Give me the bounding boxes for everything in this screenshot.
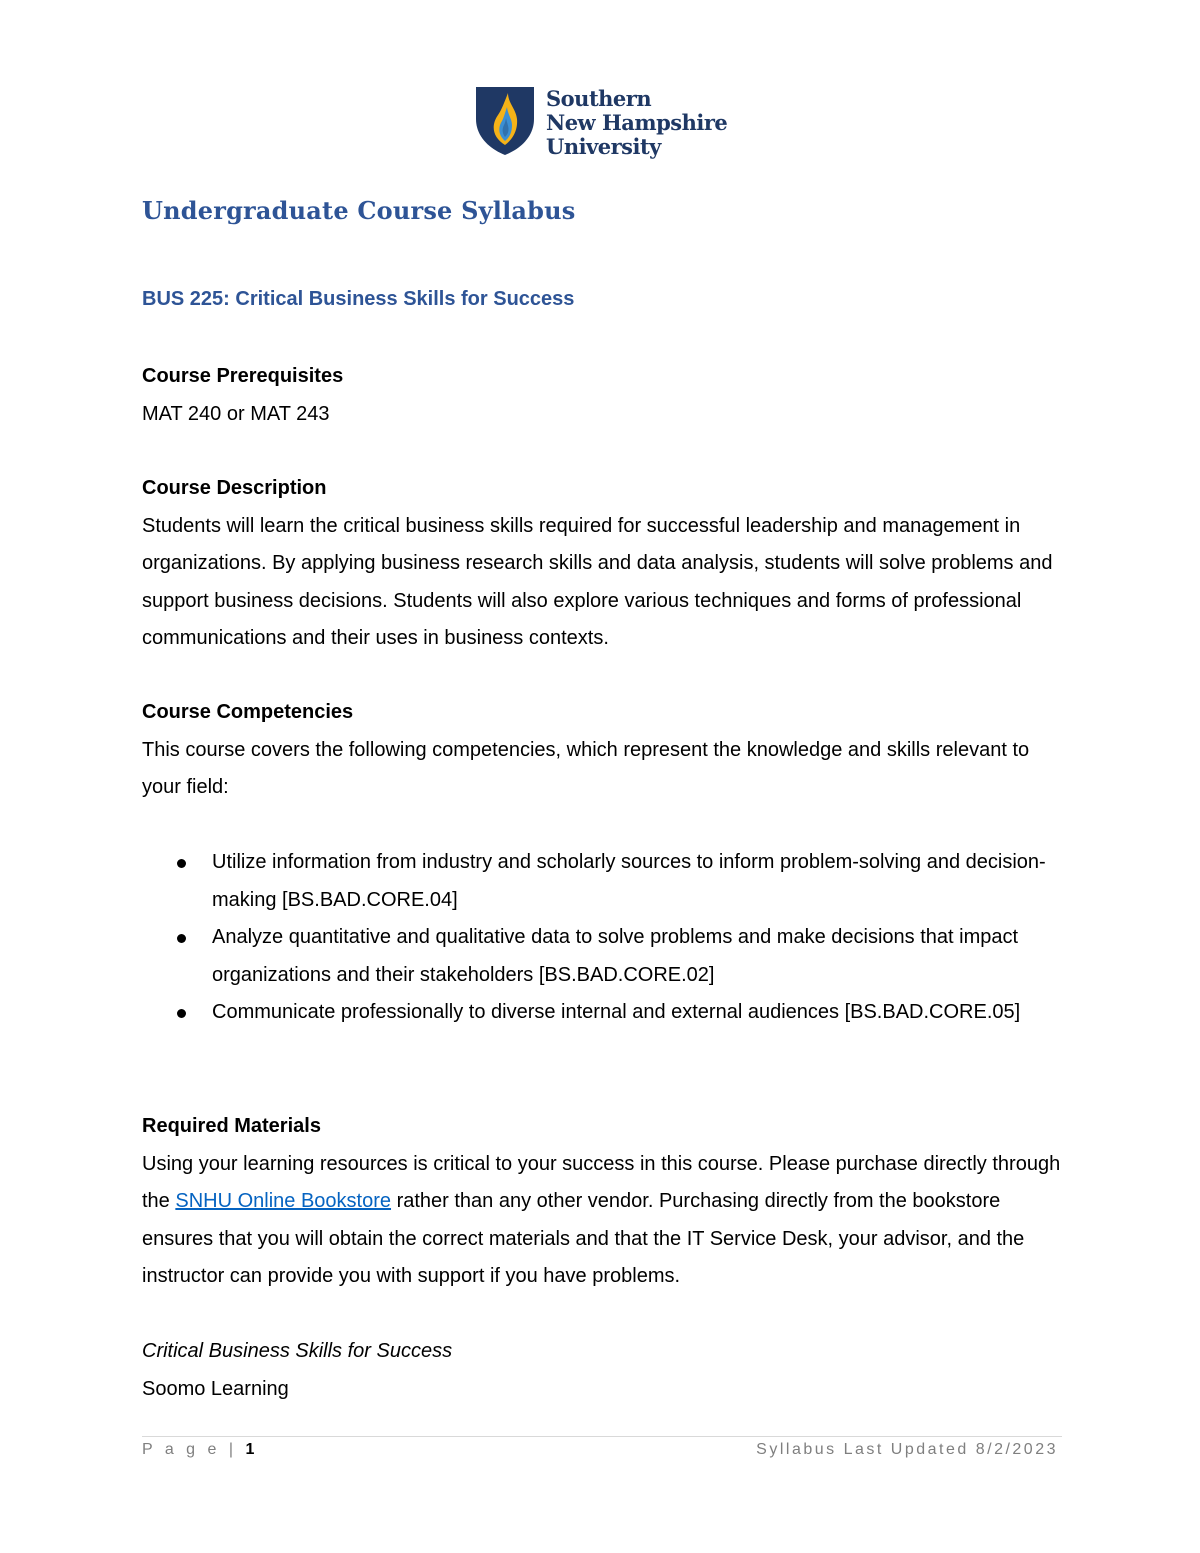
list-item: Analyze quantitative and qualitative data to solve problems and make decisions that impact organizations and their stakeholders [BS.BAD.CORE.02] bbox=[142, 919, 1062, 994]
logo-wordmark bbox=[546, 87, 727, 159]
prerequisites-heading: Course Prerequisites bbox=[142, 365, 344, 387]
logo-line-2: New Hampshire bbox=[546, 110, 728, 135]
materials-heading: Required Materials bbox=[142, 1115, 321, 1137]
book-title: Critical Business Skills for Success bbox=[142, 1340, 453, 1362]
page-number: 1 bbox=[245, 1441, 255, 1458]
footer-page-number bbox=[142, 1441, 254, 1459]
competencies-intro: This course covers the following competencies, which represent the knowledge and skills relevant to your field: bbox=[142, 738, 1030, 798]
snhu-logo bbox=[474, 85, 734, 160]
materials-text-before: Using your learning resources is critical to your success in this course. Please purchase directly through the bbox=[142, 1152, 1061, 1212]
logo-line-1: Southern bbox=[546, 86, 652, 111]
document-title: Undergraduate Course Syllabus bbox=[142, 196, 576, 225]
prerequisites-section bbox=[142, 358, 1062, 433]
competencies-list bbox=[142, 844, 1062, 1032]
description-heading: Course Description bbox=[142, 477, 327, 499]
footer-divider bbox=[142, 1436, 1062, 1437]
materials-text bbox=[142, 1146, 1062, 1296]
list-item: Utilize information from industry and scholarly sources to inform problem-solving and decision-making [BS.BAD.CORE.04] bbox=[142, 844, 1062, 919]
footer-updated: Syllabus Last Updated 8/2/2023 bbox=[756, 1441, 1058, 1458]
bookstore-link[interactable]: SNHU Online Bookstore bbox=[175, 1190, 392, 1212]
list-item: Communicate professionally to diverse internal and external audiences [BS.BAD.CORE.05] bbox=[142, 994, 1062, 1032]
page-label: P a g e | bbox=[142, 1441, 238, 1458]
materials-text-after: rather than any other vendor. Purchasing directly from the bookstore ensures that you will obtain the correct materials and that the IT Service Desk, your advisor, and the instructor can provide you with support if you have problems. bbox=[142, 1190, 1025, 1287]
description-text: Students will learn the critical business skills required for successful leadership and management in organizations. By applying business research skills and data analysis, students will solve problems and support business decisions. Students will also explore various techniques and forms of professional communications and their uses in business contexts. bbox=[142, 514, 1053, 649]
competencies-heading: Course Competencies bbox=[142, 701, 354, 723]
competencies-section bbox=[142, 694, 1062, 1032]
logo-line-3: University bbox=[546, 134, 661, 159]
prerequisites-text: MAT 240 or MAT 243 bbox=[142, 402, 330, 425]
materials-section bbox=[142, 1108, 1062, 1408]
shield-flame-icon bbox=[474, 85, 536, 157]
course-title: BUS 225: Critical Business Skills for Success bbox=[142, 288, 575, 310]
description-section bbox=[142, 470, 1062, 658]
book-publisher: Soomo Learning bbox=[142, 1377, 289, 1400]
